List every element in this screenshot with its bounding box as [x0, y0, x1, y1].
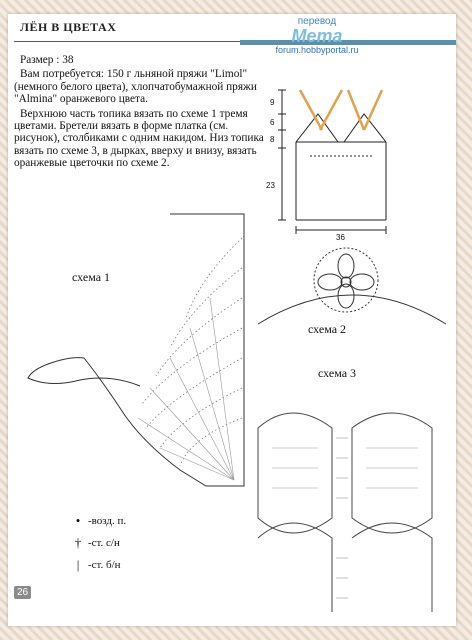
flower-petal-bottom: [338, 284, 354, 308]
legend-row: [68, 532, 126, 554]
scheme-1-stitch-arcs: [142, 238, 242, 466]
flower-petal-top: [338, 254, 354, 278]
watermark-url: forum.hobbyportal.ru: [275, 45, 359, 55]
dim-label-width: 36: [336, 233, 345, 242]
pattern-left-cup: [296, 114, 338, 142]
bar-icon: |: [76, 557, 80, 572]
title-underline: [14, 41, 240, 42]
scheme-3-right-column: [352, 413, 432, 533]
scheme-2-label: схема 2: [308, 322, 347, 336]
scheme-2-diagram: [254, 246, 450, 346]
dagger-icon: †: [74, 535, 82, 550]
watermark: [252, 16, 382, 55]
instructions-paragraph: Верхнюю часть топика вязать по схеме 1 тремя цветами. Бретели вязать в форме платка (см. рисунок), столбиками с одним накидом. Низ топика вязать по схеме 3, в дырках, вверху и внизу, вязать оранжевые цветочки по схеме 2.: [14, 107, 264, 170]
scheme-1-outline: [28, 214, 244, 486]
scheme-3-lower-left: [258, 523, 332, 612]
dim-label-4: 23: [266, 181, 275, 190]
dim-label-2: 6: [270, 118, 275, 127]
legend-row: [68, 554, 126, 576]
dim-label-1: 9: [270, 98, 275, 107]
scheme-3-left-column: [258, 413, 332, 533]
size-line: Размер : 38: [20, 54, 74, 66]
page-title: ЛЁН В ЦВЕТАХ: [20, 20, 117, 34]
flower-outer-ring: [314, 248, 378, 312]
scheme-3-label: схема 3: [318, 366, 357, 380]
dim-label-3: 8: [270, 135, 275, 144]
scheme-3-diagram: [252, 398, 448, 618]
legend-label: -возд. п.: [88, 515, 127, 527]
legend-label: -ст. с/н: [88, 537, 120, 549]
pattern-straps: [300, 90, 382, 130]
page: [8, 14, 456, 626]
legend-label: -ст. б/н: [88, 559, 121, 571]
watermark-logo: Мета: [291, 26, 343, 46]
scheme-1-diagram: [20, 208, 252, 488]
scheme-2-base-arc: [258, 295, 446, 324]
dot-icon: •: [75, 513, 81, 528]
stitch-legend: [68, 510, 126, 576]
watermark-caption: перевод: [297, 16, 337, 27]
flower-petal-right: [350, 274, 374, 290]
materials-paragraph: Вам потребуется: 150 г льняной пряжи "Limol" (немного белого цвета), хлопчатобумажной пряжи "Almina" оранжевого цвета.: [14, 68, 257, 106]
description: [14, 54, 264, 170]
garment-pattern: [260, 72, 400, 242]
scheme-1-spokes: [138, 298, 234, 480]
scheme-3-lower-right: [352, 523, 432, 612]
scheme-1-label: схема 1: [72, 270, 111, 284]
scheme-3-mesh: [272, 438, 418, 598]
page-number: 26: [14, 586, 31, 599]
legend-row: [68, 510, 126, 532]
flower-petal-left: [318, 274, 342, 290]
